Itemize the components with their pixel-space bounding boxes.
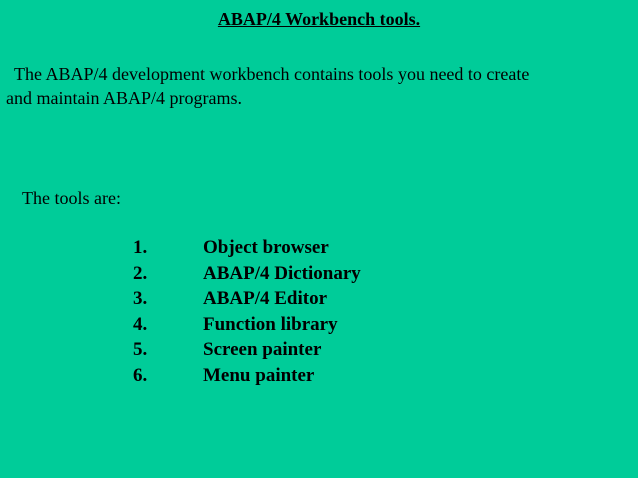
- intro-line-1: The ABAP/4 development workbench contains tools you need to create: [14, 64, 530, 84]
- tool-name: Object browser: [203, 237, 329, 258]
- slide-title: ABAP/4 Workbench tools.: [217, 9, 421, 29]
- tool-number: 3.: [133, 288, 148, 310]
- tool-list: [0, 237, 638, 391]
- intro-line-2: and maintain ABAP/4 programs.: [6, 88, 242, 108]
- tool-number: 6.: [133, 364, 148, 386]
- tool-number: 5.: [133, 339, 148, 361]
- tools-heading: The tools are:: [22, 188, 121, 208]
- tool-number: 2.: [133, 262, 148, 284]
- tool-number: 4.: [133, 313, 148, 335]
- tool-number: 1.: [133, 237, 148, 258]
- tool-item-screen-painter: [0, 339, 638, 365]
- tool-item-function-library: [0, 314, 638, 340]
- tool-name: ABAP/4 Dictionary: [203, 262, 361, 284]
- tool-item-abap-editor: [0, 288, 638, 314]
- tool-item-object-browser: [0, 237, 638, 263]
- intro-paragraph: [6, 62, 634, 110]
- tool-item-menu-painter: [0, 365, 638, 391]
- tool-name: Screen painter: [203, 339, 322, 361]
- tool-item-abap-dictionary: [0, 263, 638, 289]
- tool-name: ABAP/4 Editor: [203, 288, 328, 310]
- tool-name: Menu painter: [203, 364, 315, 386]
- tool-name: Function library: [203, 313, 338, 335]
